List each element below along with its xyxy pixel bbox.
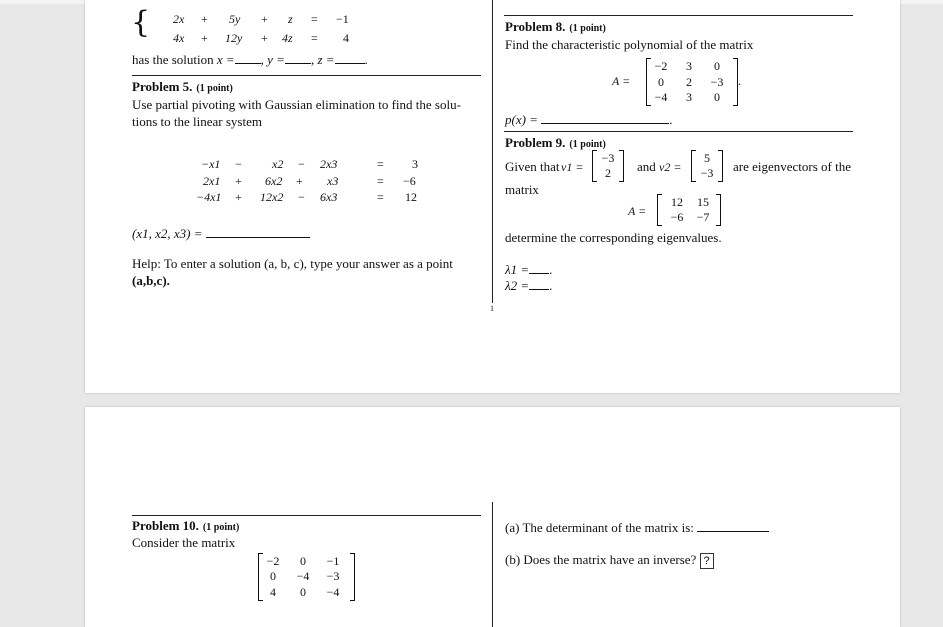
p5-r3-rhs: 12: [405, 190, 417, 204]
p5-r1-eq: =: [377, 157, 384, 171]
divider: [504, 15, 853, 16]
problem9-heading: [505, 134, 606, 152]
matrix-cell: 0: [300, 585, 306, 599]
p5-r1-op2: −: [298, 157, 305, 171]
matrix-cell: 0: [300, 554, 306, 568]
matrix-cell: 2: [686, 75, 692, 89]
system-brace: {: [131, 5, 151, 40]
p5-r2-c2: 6x2: [265, 174, 283, 188]
prev-eq2-op2: +: [261, 31, 268, 45]
prev-eq1-op1: +: [201, 12, 208, 26]
problem10-points: (1 point): [202, 522, 240, 533]
prev-eq1-eq: =: [311, 12, 318, 26]
problem5-points: (1 point): [196, 83, 233, 94]
problem10-text: Consider the matrix: [132, 535, 236, 550]
prev-x-answer[interactable]: [235, 62, 261, 64]
p5-r3-op2: −: [298, 190, 305, 204]
problem8-answer-label: p(x) =: [505, 112, 538, 127]
prev-eq2-term2: 12y: [225, 31, 243, 45]
matrix-cell: −4: [296, 569, 310, 583]
matrix-cell: 3: [686, 90, 692, 104]
prev-eq1-lhs: 2x: [173, 12, 185, 26]
divider: [132, 515, 481, 516]
problem8-title: Problem 8.: [505, 19, 566, 34]
problem9-given: Given that: [505, 159, 560, 174]
problem9-lambda1-label: λ1 =: [505, 262, 530, 277]
prev-solution-prefix: has the solution: [132, 52, 214, 67]
problem9-lambda1-line: λ1 = .: [505, 262, 553, 277]
p5-r1-c2: x2: [272, 157, 284, 171]
matrix-cell: 4: [270, 585, 276, 599]
p5-r3-c2: 12x2: [260, 190, 284, 204]
problem5-text-line1: Use partial pivoting with Gaussian elimination to find the solu-: [132, 97, 461, 112]
matrix-cell: −6: [670, 210, 684, 224]
matrix-cell: 12: [671, 195, 683, 209]
matrix-cell: −2: [266, 554, 280, 568]
problem5-help-line1: Help: To enter a solution (a, b, c), type your answer as a point: [132, 256, 453, 271]
problem10-part-a-text: (a) The determinant of the matrix is:: [505, 520, 694, 535]
prev-eq1-op2: +: [261, 12, 268, 26]
matrix-cell: 0: [714, 90, 720, 104]
divider: [132, 75, 481, 76]
p5-r2-op2: +: [296, 174, 303, 188]
problem10-heading: [132, 517, 239, 535]
problem9-lambda2-line: λ2 = .: [505, 278, 553, 293]
vector-cell: 2: [605, 166, 611, 180]
problem9-v1-vector: [592, 150, 624, 182]
problem9-matrix: [657, 194, 721, 226]
prev-eq2-term1: 4x: [173, 31, 185, 45]
problem10-determinant-input[interactable]: [697, 530, 769, 532]
column-divider: [492, 502, 493, 627]
problem9-v2-vector: [691, 150, 723, 182]
prev-y-label: , y =: [260, 52, 285, 67]
problem8-heading: [505, 18, 606, 36]
p5-r2-c1: 2x1: [203, 174, 221, 188]
problem9-lambda2-input[interactable]: [529, 288, 549, 290]
problem9-points: (1 point): [569, 139, 606, 150]
matrix-cell: −4: [326, 585, 340, 599]
prev-eq2-term3: 4z: [282, 31, 293, 45]
matrix-cell: 0: [714, 59, 720, 73]
problem10-title: Problem 10.: [132, 518, 199, 533]
problem8-text: Find the characteristic polynomial of the matrix: [505, 37, 754, 52]
matrix-cell: −3: [710, 75, 724, 89]
p5-r2-op1: +: [235, 174, 242, 188]
problem5-answer-label: (x1, x2, x3) =: [132, 226, 203, 241]
p5-r3-op1: +: [235, 190, 242, 204]
problem10-part-a: [505, 520, 769, 536]
matrix-cell: 15: [697, 195, 709, 209]
problem10-part-b: [505, 552, 714, 569]
problem9-suffix: are eigenvectors of the: [733, 159, 852, 174]
problem9-and: and: [637, 159, 656, 174]
matrix-cell: −3: [326, 569, 340, 583]
p5-r1-rhs: 3: [412, 157, 418, 171]
p5-r1-c3: 2x3: [320, 157, 338, 171]
document-page-2: [85, 407, 900, 627]
inverse-select[interactable]: ?: [700, 553, 714, 569]
prev-eq1-term3: z: [288, 12, 293, 26]
problem10-part-b-text: (b) Does the matrix have an inverse?: [505, 552, 697, 567]
document-page-1: [85, 0, 900, 393]
vector-cell: −3: [601, 151, 615, 165]
problem9-lambda1-input[interactable]: [529, 272, 549, 274]
problem9-title: Problem 9.: [505, 135, 566, 150]
problem5-title: Problem 5.: [132, 79, 193, 94]
problem5-text-line2: tions to the linear system: [132, 114, 262, 129]
page-number: 1: [490, 304, 494, 313]
p5-r2-c3: x3: [327, 174, 339, 188]
divider: [504, 131, 853, 132]
problem10-matrix: [258, 553, 355, 601]
problem9-matrix-label: A =: [628, 204, 647, 218]
prev-z-label: , z =: [310, 52, 335, 67]
problem5-help-line2: (a,b,c).: [132, 273, 170, 288]
prev-eq2-op1: +: [201, 31, 208, 45]
prev-solution-line: [132, 52, 368, 68]
prev-eq1-rhs: −1: [336, 12, 349, 26]
p5-r2-eq: =: [377, 174, 384, 188]
prev-eq2-rhs: 4: [343, 31, 349, 45]
problem9-lambda2-label: λ2 =: [505, 278, 530, 293]
vector-cell: −3: [700, 166, 714, 180]
problem8-answer-line: p(x) = .: [505, 112, 673, 127]
problem9-v1-label: v1 =: [561, 160, 584, 174]
matrix-cell: −1: [326, 554, 340, 568]
problem8-points: (1 point): [569, 23, 606, 34]
prev-eq1-term2: 5y: [229, 12, 241, 26]
prev-x-label: x =: [216, 52, 235, 67]
matrix-cell: −2: [654, 59, 668, 73]
problem9-v2-label: v2 =: [659, 160, 682, 174]
p5-r3-c3: 6x3: [320, 190, 338, 204]
problem8-matrix-label: A =: [612, 74, 631, 88]
matrix-cell: 0: [270, 569, 276, 583]
prev-z-answer[interactable]: [335, 62, 365, 64]
problem9-determine: determine the corresponding eigenvalues.: [505, 230, 722, 245]
problem5-answer-input[interactable]: [206, 236, 310, 238]
matrix-cell: −7: [696, 210, 710, 224]
p5-r1-c1: −x1: [201, 157, 221, 171]
column-divider: [492, 0, 493, 303]
prev-eq2-eq: =: [311, 31, 318, 45]
matrix-cell: 0: [658, 75, 664, 89]
prev-end: .: [364, 52, 368, 67]
problem8-answer-input[interactable]: [541, 122, 669, 124]
prev-y-answer[interactable]: [285, 62, 311, 64]
matrix-cell: 3: [686, 59, 692, 73]
p5-r2-rhs: −6: [403, 174, 416, 188]
problem8-matrix: [646, 58, 738, 106]
matrix-cell: −4: [654, 90, 668, 104]
problem5-answer-line: [132, 226, 310, 242]
problem5-heading: [132, 78, 233, 96]
p5-r3-eq: =: [377, 190, 384, 204]
problem9-matrix-word: matrix: [505, 182, 539, 197]
p5-r3-c1: −4x1: [196, 190, 222, 204]
p5-r1-op1: −: [235, 157, 242, 171]
vector-cell: 5: [704, 151, 710, 165]
problem8-period: .: [738, 74, 741, 88]
